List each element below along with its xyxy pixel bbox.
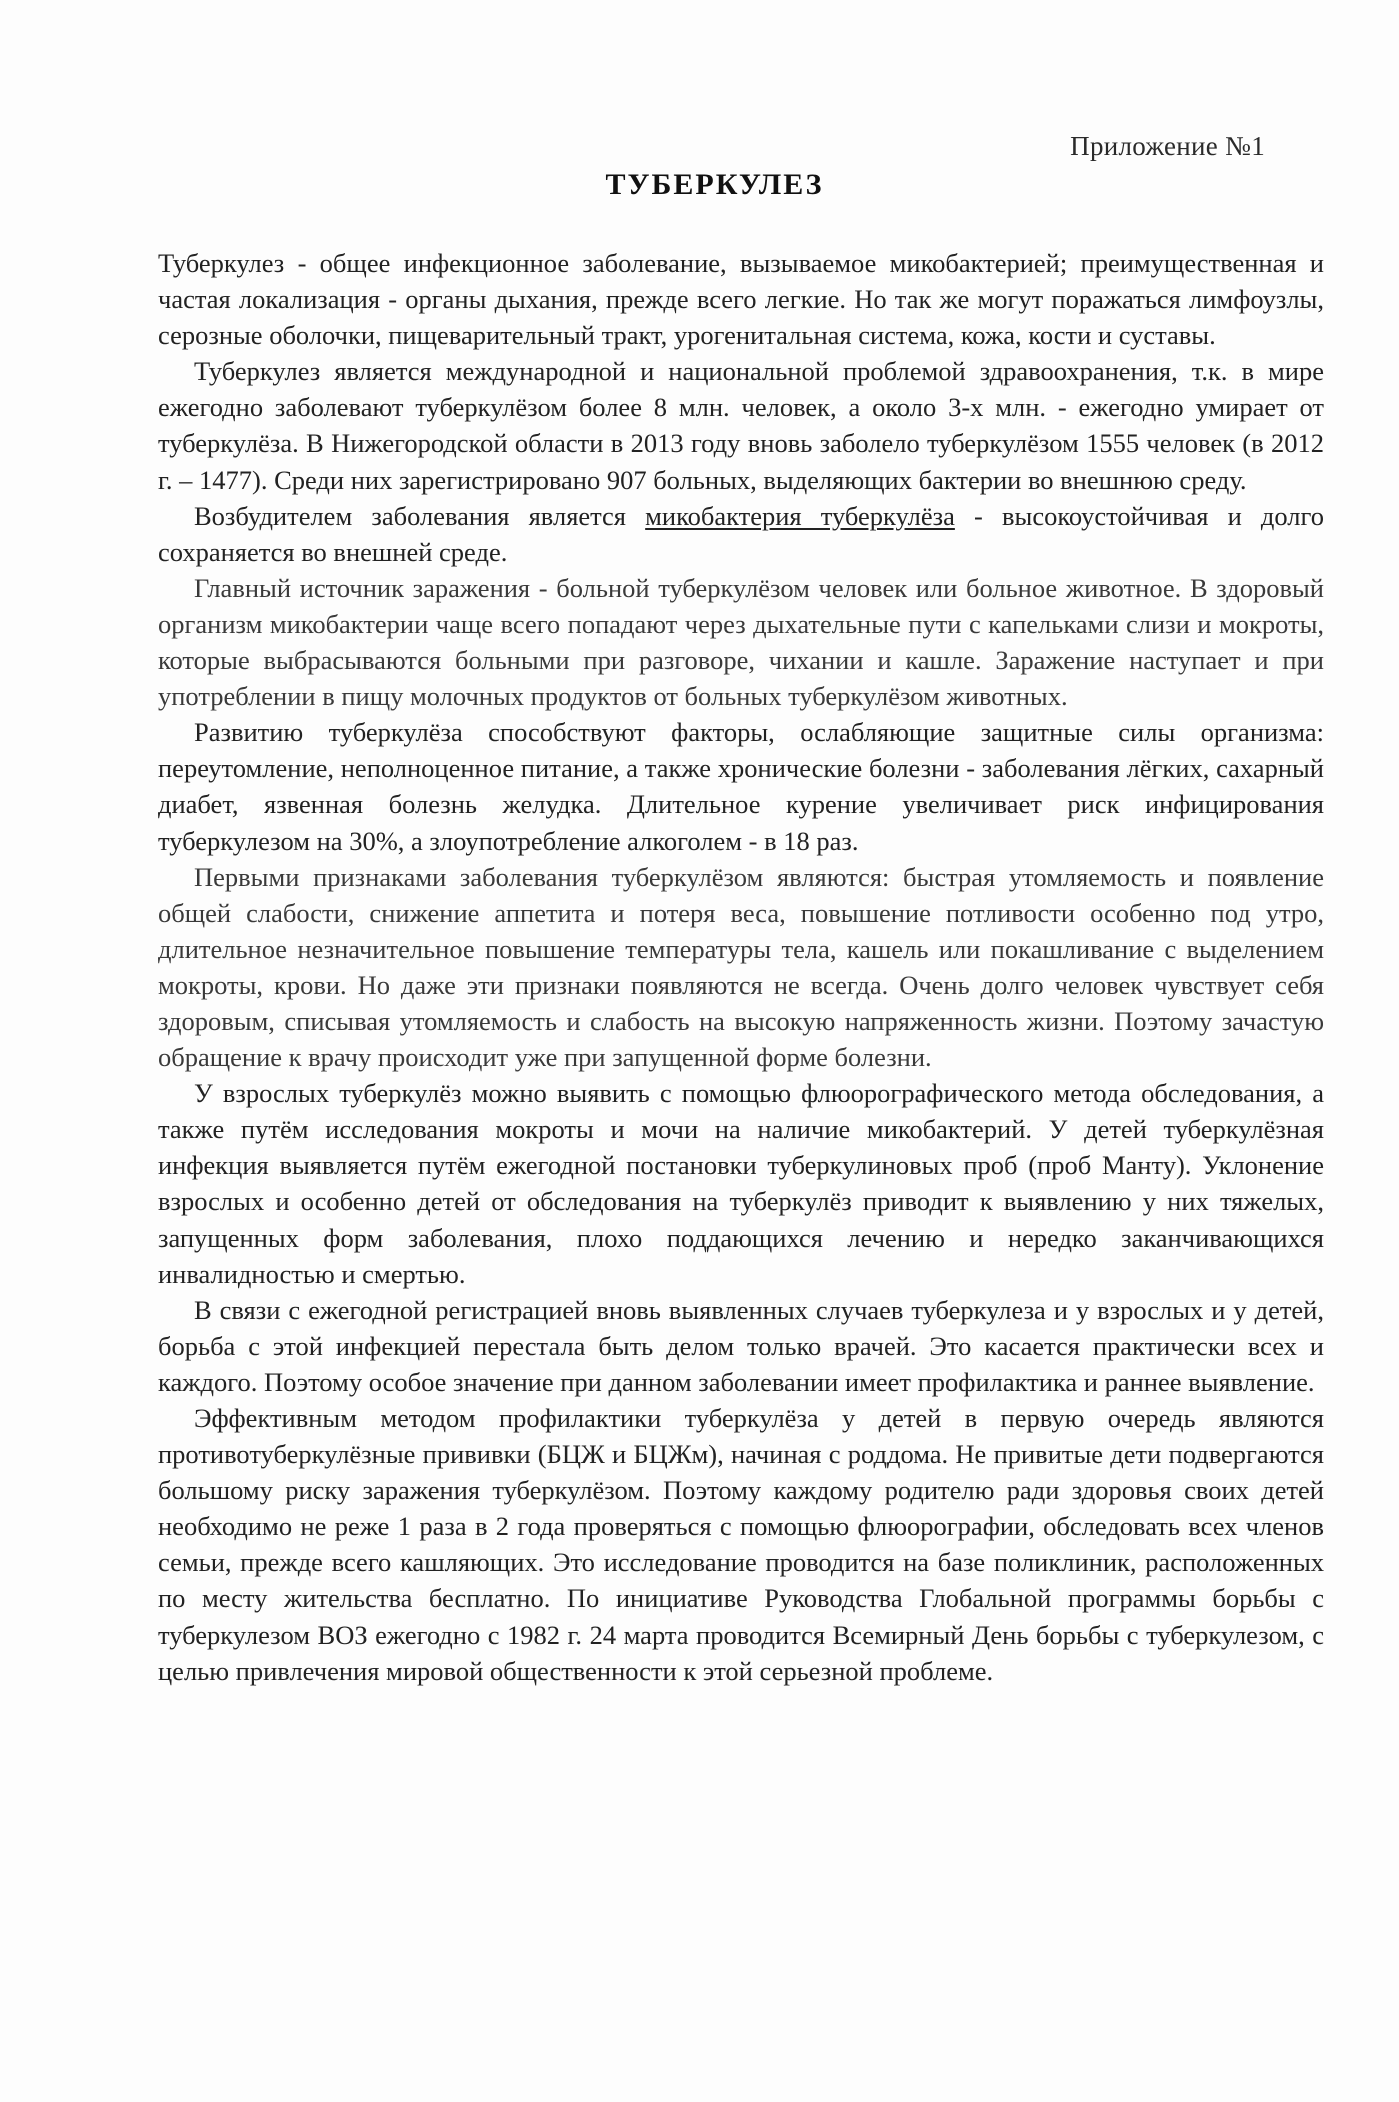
paragraph-vaccination: Эффективным методом профилактики туберкулёза у детей в первую очередь являются противотуберкулёзные прививки (БЦЖ и БЦЖм), начиная с роддома. Не привитые дети подвергаются большому риску заражения туберкулёзом. Поэтому каждому родителю ради здоровья своих детей необходимо не реже 1 раза в 2 года проверяться с помощью флюорографии, обследовать всех членов семьи, прежде всего кашляющих. Это исследование проводится на базе поликлиник, расположенных по месту жительства бесплатно. По инициативе Руководства Глобальной программы борьбы с туберкулезом ВОЗ ежегодно с 1982 г. 24 марта проводится Всемирный День борьбы с туберкулезом, с целью привлечения мировой общественности к этой серьезной проблеме. [158,1403,1324,1686]
paragraph-risk-factors: Развитию туберкулёза способствуют факторы, ослабляющие защитные силы организма: переутомление, неполноценное питание, а также хронические болезни - заболевания лёгких, сахарный диабет, язвенная болезнь желудка. Длительное курение увеличивает риск инфицирования туберкулезом на 30%, а злоупотребление алкоголем - в 18 раз. [158,717,1324,856]
paragraph-symptoms: Первыми признаками заболевания туберкулёзом являются: быстрая утомляемость и появление общей слабости, снижение аппетита и потеря веса, повышение потливости особенно под утро, длительное незначительное повышение температуры тела, кашель или покашливание с выделением мокроты, крови. Но даже эти признаки появляются не всегда. Очень долго человек чувствует себя здоровым, списывая утомляемость и слабость на высокую напряженность жизни. Поэтому зачастую обращение к врачу происходит уже при запущенной форме болезни. [158,861,1324,1073]
document-title: ТУБЕРКУЛЕЗ [605,168,824,201]
document-body [158,245,1324,1689]
pathogen-underlined-term: микобактерия туберкулёза [645,500,955,531]
appendix-label: Приложение №1 [1070,131,1265,161]
paragraph-prevention-importance: В связи с ежегодной регистрацией вновь выявленных случаев туберкулеза и у взрослых и у детей, борьба с этой инфекцией перестала быть делом только врачей. Это касается практически всех и каждого. Поэтому особое значение при данном заболевании имеет профилактика и раннее выявление. [158,1294,1324,1397]
paragraph-infection-source: Главный источник заражения - больной туберкулёзом человек или больное животное. В здоровый организм микобактерии чаще всего попадают через дыхательные пути с капельками слизи и мокроты, которые выбрасываются больными при разговоре, чихании и кашле. Заражение наступает и при употреблении в пищу молочных продуктов от больных туберкулёзом животных. [158,572,1324,712]
paragraph-statistics: Туберкулез является международной и национальной проблемой здравоохранения, т.к. в мире ежегодно заболевают туберкулёзом более 8 млн. человек, а около 3-х млн. - ежегодно умирает от туберкулёза. В Нижегородской области в 2013 году вновь заболело туберкулёзом 1555 человек (в 2012 г. – 1477). Среди них зарегистрировано 907 больных, выделяющих бактерии во внешнюю среду. [158,356,1324,495]
pathogen-text-before: Возбудителем заболевания является [194,500,646,531]
pathogen-text-after: - высокоустойчивая и долго сохраняется во внешней среде. [158,500,1324,567]
paragraph-pathogen [158,498,1324,570]
paragraph-definition: Туберкулез - общее инфекционное заболевание, вызываемое микобактерией; преимущественная и частая локализация - органы дыхания, прежде всего легкие. Но так же могут поражаться лимфоузлы, серозные оболочки, пищеварительный тракт, урогенитальная система, кожа, кости и суставы. [158,248,1324,351]
paragraph-diagnosis: У взрослых туберкулёз можно выявить с помощью флюорографического метода обследования, а также путём исследования мокроты и мочи на наличие микобактерий. У детей туберкулёзная инфекция выявляется путём ежегодной постановки туберкулиновых проб (проб Манту). Уклонение взрослых и особенно детей от обследования на туберкулёз приводит к выявлению у них тяжелых, запущенных форм заболевания, плохо поддающихся лечению и нередко заканчивающихся инвалидностью и смертью. [158,1078,1324,1289]
